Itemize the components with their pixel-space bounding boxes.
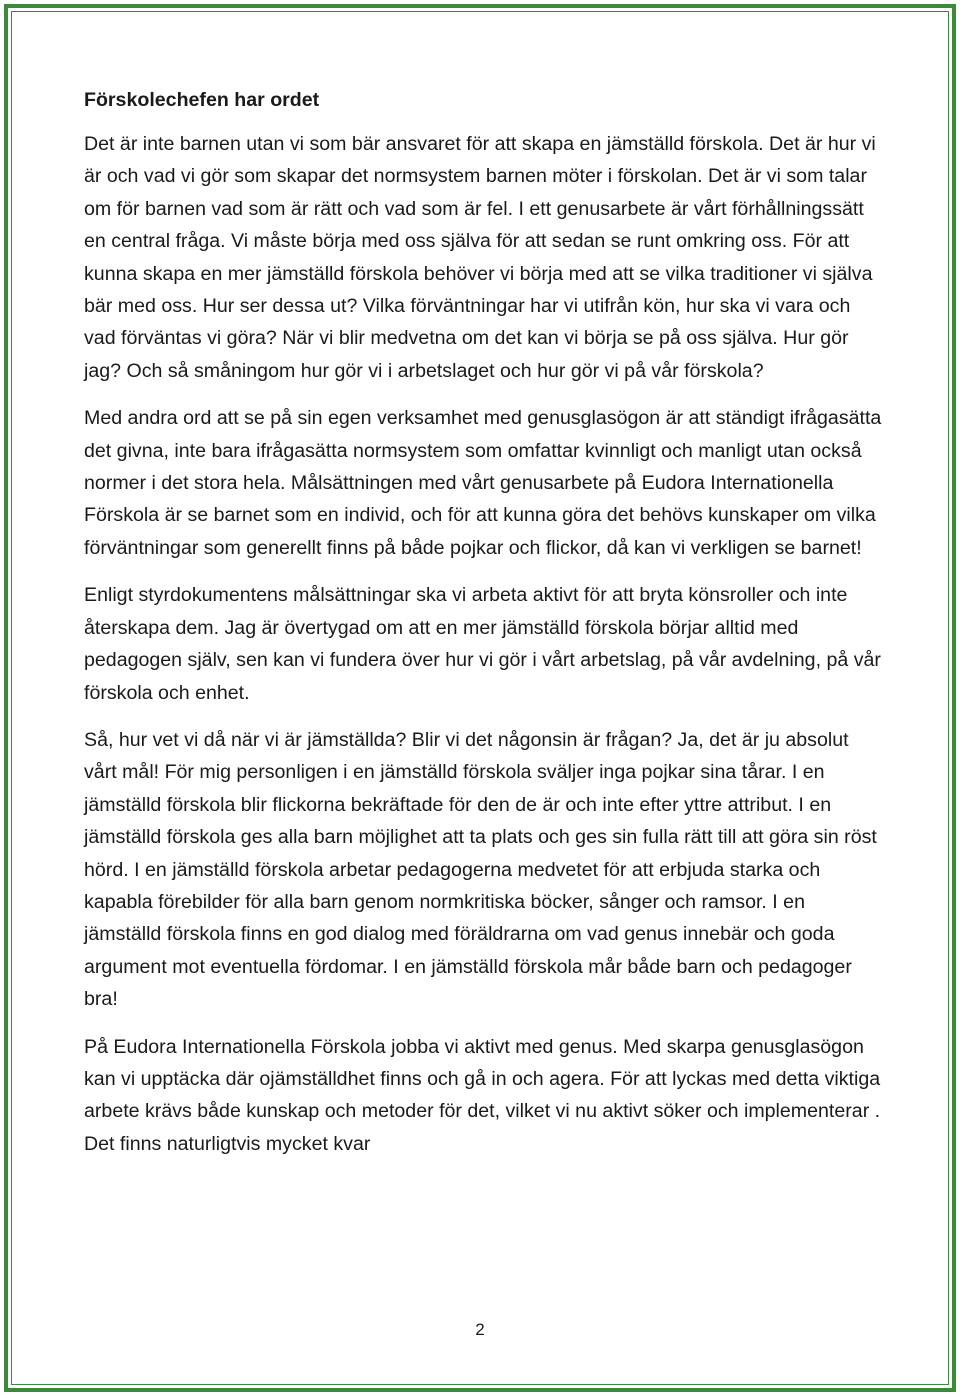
paragraph-2: Med andra ord att se på sin egen verksamhet med genusglasögon är att ständigt ifrågasätta det givna, inte bara ifrågasätta normsystem som omfattar kvinnligt och manligt utan också normer i det stora hela. Målsättningen med vårt genusarbete på Eudora Internationella Förskola är se barnet som en individ, och för att kunna göra det behövs kunskaper om vilka förväntningar som generellt finns på både pojkar och flickor, då kan vi verkligen se barnet! [84,407,882,559]
paragraph-5: På Eudora Internationella Förskola jobba vi aktivt med genus. Med skarpa genusglasögon kan vi upptäcka där ojämställdhet finns och gå in och agera. För att lyckas med detta viktiga arbete krävs både kunskap och metoder för det, vilket vi nu aktivt söker och implementerar . Det finns naturligtvis mycket kvar [84,1035,881,1155]
document-title: Förskolechefen har ordet [84,89,320,111]
page-number: 2 [475,1320,485,1339]
paragraph-3: Enligt styrdokumentens målsättningar ska vi arbeta aktivt för att bryta könsroller och inte återskapa dem. Jag är övertygad om att en mer jämställd förskola börjar alltid med pedagogen själv, sen kan vi fundera över hur vi gör i vårt arbetslag, på vår avdelning, på vår förskola och enhet. [84,584,881,704]
paragraph-1: Det är inte barnen utan vi som bär ansvaret för att skapa en jämställd förskola. Det är hur vi är och vad vi gör som skapar det normsystem barnen möter i förskolan. Det är vi som talar om för barnen vad som är rätt och vad som är fel. I ett genusarbete är vårt förhållningssätt en central fråga. Vi måste börja med oss själva för att sedan se runt omkring oss. För att kunna skapa en mer jämställd förskola behöver vi börja med att se vilka traditioner vi själva bär med oss. Hur ser dessa ut? Vilka förväntningar har vi utifrån kön, hur ska vi vara och vad förväntas vi göra? När vi blir medvetna om det kan vi börja se på oss själva. Hur gör jag? Och så småningom hur gör vi i arbetslaget och hur gör vi på vår förskola? [84,133,876,382]
document-body [84,84,884,1175]
paragraph-4: Så, hur vet vi då när vi är jämställda? Blir vi det någonsin är frågan? Ja, det är ju absolut vårt mål! För mig personligen i en jämställd förskola sväljer inga pojkar sina tårar. I en jämställd förskola blir flickorna bekräftade för den de är och inte efter yttre attribut. I en jämställd förskola ges alla barn möjlighet att ta plats och ges sin fulla rätt till att göra sin röst hörd. I en jämställd förskola arbetar pedagogerna medvetet för att erbjuda starka och kapabla förebilder för alla barn genom normkritiska böcker, sånger och ramsor. I en jämställd förskola finns en god dialog med föräldrarna om vad genus innebär och goda argument mot eventuella fördomar. I en jämställd förskola mår både barn och pedagoger bra! [84,728,877,1011]
